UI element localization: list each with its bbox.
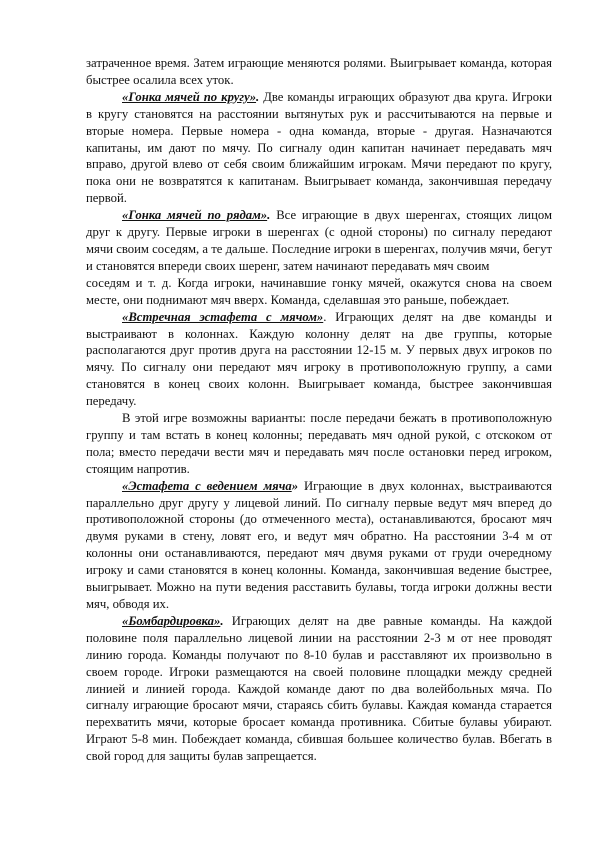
game-title: «Эстафета с ведением мяча <box>122 478 292 493</box>
game-title-tail: » <box>291 478 299 493</box>
paragraph-text: Все играющие в двух шеренгах, стоящих лицом друг к другу. Первые игроки в шеренгах (с одной стороны) по сигналу передают мячи своим соседям, а те дальше. Последние игроки в шеренгах, получив мячи, бегут и становятся впереди своих шеренг, затем начинают передавать мяч своим <box>86 208 552 273</box>
game-title: «Гонка мячей по кругу» <box>122 89 257 104</box>
paragraph-variants <box>86 410 552 478</box>
paragraph-gonka-po-krugu <box>86 89 552 207</box>
paragraph-intro-end <box>86 55 552 89</box>
document-page <box>86 55 552 765</box>
game-title: «Бомбардировка» <box>122 613 221 628</box>
paragraph-text: Две команды играющих образуют два круга. Игроки в кругу становятся на расстоянии вытянутых рук и рассчитываются на первые и вторые номера. Первые номера - одна команда, вторые - другая. Назначаются капитаны, им дают по мячу. По сигналу один капитан начинает передавать мяч вправо, другой влево от себя своим ближайшим игрокам. Мячи передают по кругу, пока они не возвратятся к капитанам. Выигрывает команда, закончившая передачу первой. <box>86 89 552 206</box>
paragraph-text: затраченное время. Затем играющие меняются ролями. Выигрывает команда, которая быстрее осалила всех уток. <box>86 56 552 87</box>
paragraph-vstrechnaya-estafeta <box>86 309 552 410</box>
paragraph-estafeta-vedenie <box>86 478 552 613</box>
paragraph-text: В этой игре возможны варианты: после передачи бежать в противоположную группу и там встать в конец колонны; передавать мяч одной рукой, с отскоком от пола; вместо передачи вести мяч и передавать мяч после остановки перед игроком, стоящим напротив. <box>86 411 552 476</box>
paragraph-text: Играющие в двух колоннах, выстраиваются параллельно друг другу у лицевой линий. По сигналу первые ведут мяч вперед до противоположной стороны (до отмеченного места), останавливаются, бросают мяч двумя руками в стену, ловят его, и ведут мяч обратно. На расстоянии 3-4 м от колонны они останавливаются, передают мяч двумя руками от груди очередному игроку и сами становятся в конец колонны. Команда, закончившая ведение быстрее, выигрывает. Можно на пути ведения расставить булавы, тогда игроки должны вести мяч, обводя их. <box>86 478 552 611</box>
game-title: «Гонка мячей по рядам» <box>122 208 268 223</box>
paragraph-gonka-po-ryadam-cont <box>86 275 552 309</box>
paragraph-gonka-po-ryadam <box>86 207 552 275</box>
paragraph-text: Играющих делят на две равные команды. На каждой половине поля параллельно лицевой линии на расстоянии 2-3 м от нее проводят линию города. Команды получают по 8-10 булав и расставляют их произвольно в своем городе. Игроки размещаются на своей половине площадки между средней линией и линией города. Каждой команде дают по два волейбольных мяча. По сигналу играющие бросают мячи, стараясь сбить булавы. Каждая команда старается перехватить мячи, которые бросает команда противника. Сбитые булавы убирают. Играют 5-8 мин. Побеждает команда, сбившая большее количество булав. Вбегать в свой город для защиты булав запрещается. <box>86 613 552 764</box>
paragraph-bombardirovka <box>86 613 552 765</box>
game-title-tail: . <box>267 208 271 223</box>
game-title: «Встречная эстафета с мячом» <box>122 309 324 324</box>
game-title-tail: . <box>256 89 260 104</box>
paragraph-text: . Играющих делят на две команды и выстраивают в колоннах. Каждую колонну делят на две группы, которые располагаются друг против друга на расстоянии 12-15 м. У первых двух игроков по мячу. По сигналу они передают мяч игроку в противоположную группу, а сами становятся в конец своих колонн. Выигрывает команда, быстрее закончившая передачу. <box>86 309 552 409</box>
game-title-tail: . <box>220 613 224 628</box>
paragraph-text: соседям и т. д. Когда игроки, начинавшие гонку мячей, окажутся снова на своем месте, они поднимают мяч вверх. Команда, сделавшая это раньше, побеждает. <box>86 275 552 307</box>
